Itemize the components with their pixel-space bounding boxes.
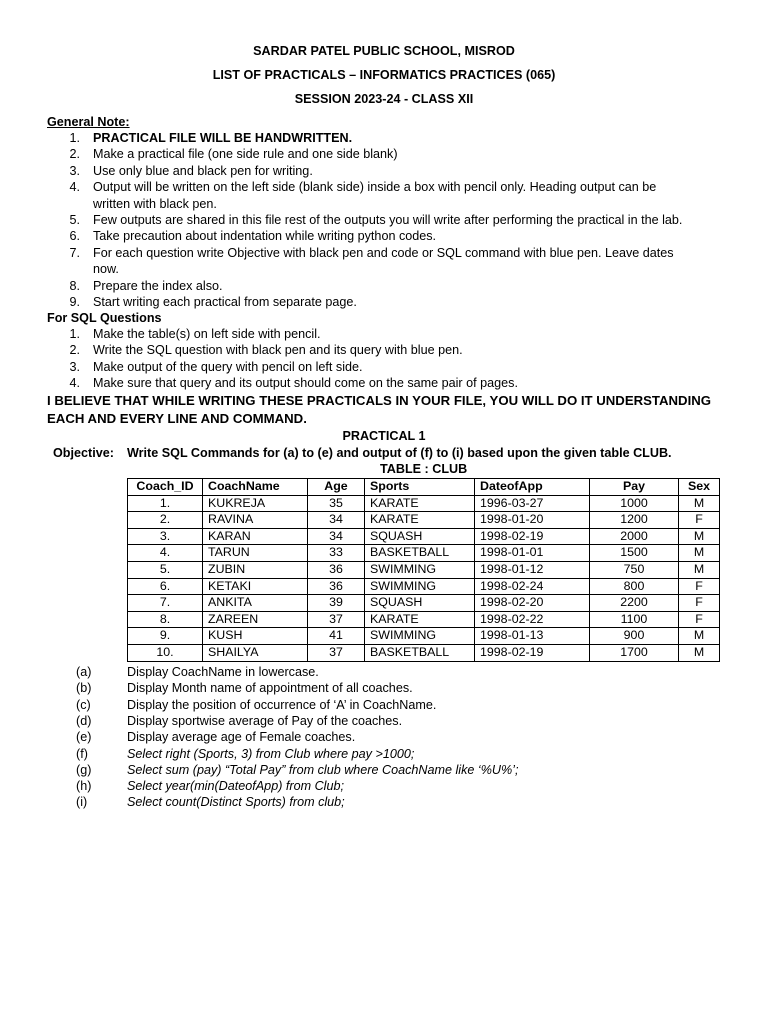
table-cell: 900 — [590, 628, 679, 645]
table-cell: F — [679, 512, 720, 529]
col-pay: Pay — [590, 479, 679, 496]
list-item-text: Start writing each practical from separate page. — [93, 295, 357, 309]
question-text: Display CoachName in lowercase. — [127, 665, 319, 679]
general-note-heading: General Note: — [47, 115, 130, 129]
table-row — [128, 545, 720, 562]
table-cell: 800 — [590, 578, 679, 595]
list-item-text: For each question write Objective with black pen and code or SQL command with blue pen. Leave dates — [93, 245, 674, 260]
table-row — [128, 628, 720, 645]
table-cell: 1998-01-13 — [475, 628, 590, 645]
table-row — [128, 561, 720, 578]
question-label: (h) — [76, 779, 92, 794]
table-header-row — [128, 479, 720, 496]
table-cell: F — [679, 595, 720, 612]
belief-line-2: EACH AND EVERY LINE AND COMMAND. — [47, 411, 307, 426]
question-label: (g) — [76, 762, 92, 777]
col-sports: Sports — [365, 479, 475, 496]
list-item-continuation: written with black pen. — [93, 196, 217, 211]
table-cell: 9. — [128, 628, 203, 645]
list-item-text: Make sure that query and its output should come on the same pair of pages. — [93, 376, 518, 391]
col-age: Age — [308, 479, 365, 496]
list-item-text: Take precaution about indentation while writing python codes. — [93, 229, 437, 244]
table-cell: M — [679, 628, 720, 645]
table-cell: SWIMMING — [365, 561, 475, 578]
table-cell: 1996-03-27 — [475, 495, 590, 512]
table-row — [128, 595, 720, 612]
table-cell: 1998-02-24 — [475, 578, 590, 595]
table-cell: 3. — [128, 528, 203, 545]
table-cell: SQUASH — [365, 528, 475, 545]
table-cell: KUSH — [203, 628, 308, 645]
sql-questions-heading: For SQL Questions — [47, 311, 162, 325]
question-text: Display Month name of appointment of all coaches. — [127, 681, 413, 696]
question-label: (a) — [76, 665, 92, 679]
question-text: Select right (Sports, 3) from Club where pay >1000; — [127, 746, 415, 761]
table-cell: TARUN — [203, 545, 308, 562]
table-cell: SHAILYA — [203, 644, 308, 661]
table-cell: 1500 — [590, 545, 679, 562]
practical-title: PRACTICAL 1 — [342, 429, 426, 443]
table-cell: 1998-02-19 — [475, 644, 590, 661]
table-cell: 1998-01-20 — [475, 512, 590, 529]
table-cell: 34 — [308, 528, 365, 545]
objective-text: Write SQL Commands for (a) to (e) and output of (f) to (i) based upon the given table CLUB. — [127, 446, 672, 460]
list-number: 9. — [69, 295, 80, 309]
table-cell: 36 — [308, 561, 365, 578]
list-number: 7. — [69, 245, 80, 260]
table-cell: 1700 — [590, 644, 679, 661]
table-cell: M — [679, 495, 720, 512]
table-cell: ANKITA — [203, 595, 308, 612]
question-text: Display average age of Female coaches. — [127, 730, 356, 745]
question-text: Select sum (pay) “Total Pay” from club where CoachName like ‘%U%’; — [127, 762, 519, 777]
table-cell: 2200 — [590, 595, 679, 612]
club-table — [127, 478, 720, 662]
table-cell: 750 — [590, 561, 679, 578]
table-cell: 1. — [128, 495, 203, 512]
question-label: (b) — [76, 681, 92, 696]
list-item-text: PRACTICAL FILE WILL BE HANDWRITTEN. — [93, 131, 353, 145]
table-cell: 37 — [308, 611, 365, 628]
list-number: 4. — [69, 180, 80, 195]
table-cell: BASKETBALL — [365, 545, 475, 562]
table-cell: SQUASH — [365, 595, 475, 612]
table-cell: 5. — [128, 561, 203, 578]
list-number: 1. — [69, 131, 80, 145]
table-cell: 35 — [308, 495, 365, 512]
table-cell: ZAREEN — [203, 611, 308, 628]
table-cell: KARATE — [365, 611, 475, 628]
table-row — [128, 578, 720, 595]
col-dateofapp: DateofApp — [475, 479, 590, 496]
table-row — [128, 644, 720, 661]
question-text: Select year(min(DateofApp) from Club; — [127, 779, 344, 794]
table-cell: 39 — [308, 595, 365, 612]
table-cell: 1000 — [590, 495, 679, 512]
table-cell: 1998-02-20 — [475, 595, 590, 612]
belief-line-1: I BELIEVE THAT WHILE WRITING THESE PRACTICALS IN YOUR FILE, YOU WILL DO IT UNDERSTANDING — [47, 393, 712, 408]
session-title: SESSION 2023-24 - CLASS XII — [294, 92, 474, 106]
table-cell: RAVINA — [203, 512, 308, 529]
table-row — [128, 495, 720, 512]
list-number: 6. — [69, 229, 80, 244]
list-number: 5. — [69, 213, 80, 227]
question-label: (f) — [76, 746, 88, 761]
list-item-text: Make output of the query with pencil on left side. — [93, 359, 363, 374]
table-cell: 10. — [128, 644, 203, 661]
list-item-text: Output will be written on the left side (blank side) inside a box with pencil only. Heading output can be — [93, 180, 657, 195]
table-cell: KARATE — [365, 512, 475, 529]
table-cell: F — [679, 578, 720, 595]
list-item-text: Use only blue and black pen for writing. — [93, 163, 313, 178]
question-text: Display sportwise average of Pay of the coaches. — [127, 713, 403, 728]
list-number: 2. — [69, 147, 80, 162]
table-cell: ZUBIN — [203, 561, 308, 578]
table-cell: 1998-02-19 — [475, 528, 590, 545]
table-cell: SWIMMING — [365, 628, 475, 645]
table-cell: F — [679, 611, 720, 628]
table-cell: M — [679, 561, 720, 578]
list-number: 2. — [69, 343, 80, 358]
question-text: Display the position of occurrence of ‘A’ in CoachName. — [127, 697, 437, 712]
objective-label: Objective: — [53, 446, 114, 460]
table-cell: 2. — [128, 512, 203, 529]
question-label: (d) — [76, 713, 92, 728]
table-cell: 37 — [308, 644, 365, 661]
table-cell: M — [679, 644, 720, 661]
table-cell: 4. — [128, 545, 203, 562]
table-cell: 41 — [308, 628, 365, 645]
table-cell: KETAKI — [203, 578, 308, 595]
list-item-text: Make a practical file (one side rule and one side blank) — [93, 147, 398, 162]
list-item-continuation: now. — [93, 262, 119, 277]
list-number: 3. — [69, 163, 80, 178]
table-cell: 1998-01-12 — [475, 561, 590, 578]
table-cell: 1100 — [590, 611, 679, 628]
table-cell: 36 — [308, 578, 365, 595]
question-text: Select count(Distinct Sports) from club; — [127, 795, 345, 810]
club-table-body — [128, 495, 720, 661]
table-cell: 8. — [128, 611, 203, 628]
table-cell: 1200 — [590, 512, 679, 529]
col-sex: Sex — [679, 479, 720, 496]
table-row — [128, 611, 720, 628]
col-coach-id: Coach_ID — [128, 479, 203, 496]
table-cell: M — [679, 545, 720, 562]
table-cell: 7. — [128, 595, 203, 612]
table-cell: 2000 — [590, 528, 679, 545]
table-cell: KUKREJA — [203, 495, 308, 512]
table-cell: M — [679, 528, 720, 545]
question-label: (c) — [76, 697, 91, 712]
table-cell: KARATE — [365, 495, 475, 512]
list-item-text: Prepare the index also. — [93, 278, 223, 293]
col-coachname: CoachName — [203, 479, 308, 496]
list-item-text: Write the SQL question with black pen and its query with blue pen. — [93, 343, 463, 358]
school-name: SARDAR PATEL PUBLIC SCHOOL, MISROD — [253, 44, 515, 58]
practical-list-title: LIST OF PRACTICALS – INFORMATICS PRACTICES (065) — [212, 68, 556, 82]
table-cell: 34 — [308, 512, 365, 529]
table-cell: SWIMMING — [365, 578, 475, 595]
table-cell: BASKETBALL — [365, 644, 475, 661]
table-cell: 6. — [128, 578, 203, 595]
list-item-text: Few outputs are shared in this file rest of the outputs you will write after performing the practical in the lab. — [93, 213, 683, 227]
table-cell: 33 — [308, 545, 365, 562]
list-number: 8. — [69, 278, 80, 293]
list-number: 4. — [69, 376, 80, 391]
table-cell: KARAN — [203, 528, 308, 545]
list-item-text: Make the table(s) on left side with pencil. — [93, 327, 321, 341]
list-number: 1. — [69, 327, 80, 341]
table-cell: 1998-02-22 — [475, 611, 590, 628]
question-label: (i) — [76, 795, 88, 810]
list-number: 3. — [69, 359, 80, 374]
table-cell: 1998-01-01 — [475, 545, 590, 562]
question-label: (e) — [76, 730, 92, 745]
table-row — [128, 528, 720, 545]
table-title: TABLE : CLUB — [380, 462, 468, 476]
table-row — [128, 512, 720, 529]
